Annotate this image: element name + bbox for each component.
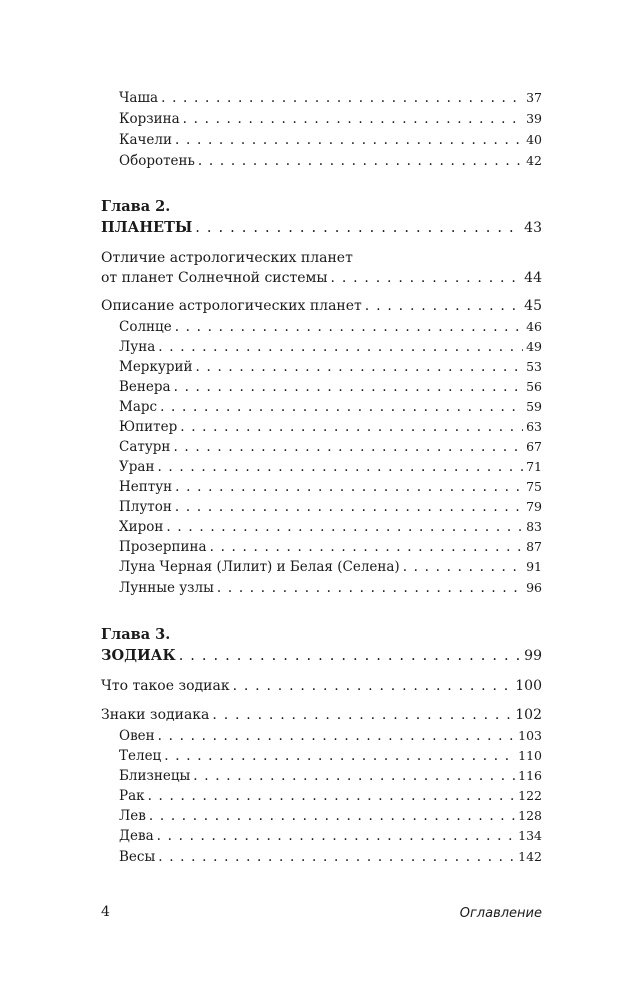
entry-title: Лунные узлы <box>119 580 214 596</box>
section-entry <box>101 678 542 694</box>
entry-page: 100 <box>515 678 542 694</box>
entry-page: 56 <box>526 379 542 394</box>
leader-dots <box>179 648 521 664</box>
toc-entry <box>101 728 542 744</box>
toc-entry <box>101 559 542 575</box>
leader-dots <box>195 220 521 236</box>
entry-page: 63 <box>526 419 542 434</box>
toc-entry <box>101 828 542 844</box>
leader-dots <box>173 439 523 455</box>
chapter-title-entry <box>101 647 542 664</box>
leader-dots <box>210 539 524 555</box>
toc-entry <box>101 849 542 865</box>
entry-title: Корзина <box>119 111 180 127</box>
entry-page: 91 <box>526 559 542 574</box>
entry-page: 53 <box>526 359 542 374</box>
entry-title: Лев <box>119 808 146 824</box>
leader-dots <box>160 399 523 415</box>
leader-dots <box>164 748 515 764</box>
leader-dots <box>175 319 523 335</box>
leader-dots <box>157 459 523 475</box>
leader-dots <box>157 828 516 844</box>
entry-title: Марс <box>119 399 158 415</box>
entry-title: Солнце <box>119 319 172 335</box>
entry-title: Овен <box>119 728 155 744</box>
section-entry <box>101 707 542 723</box>
page-number: 4 <box>101 904 110 920</box>
entry-title: Близнецы <box>119 768 191 784</box>
leader-dots <box>331 270 522 286</box>
toc-entry <box>101 399 542 415</box>
toc-entry <box>101 768 542 784</box>
entry-page: 128 <box>518 808 542 823</box>
entry-page: 67 <box>526 439 542 454</box>
chapter-label: Глава 3. <box>101 626 171 643</box>
entry-page: 42 <box>526 153 542 168</box>
entry-title: Весы <box>119 849 156 865</box>
entry-page: 103 <box>518 728 542 743</box>
leader-dots <box>148 788 516 804</box>
entry-title: Уран <box>119 459 155 475</box>
entry-page: 59 <box>526 399 542 414</box>
section-entry <box>101 298 542 314</box>
leader-dots <box>158 849 515 865</box>
entry-page: 37 <box>526 90 542 105</box>
entry-page: 83 <box>526 519 542 534</box>
entry-page: 45 <box>524 298 542 314</box>
leader-dots <box>195 359 523 375</box>
entry-title: Меркурий <box>119 359 193 375</box>
toc-entry <box>101 153 542 169</box>
entry-page: 116 <box>518 768 542 783</box>
toc-entry <box>101 339 542 355</box>
section-title-line1: Отличие астрологических планет <box>101 250 353 266</box>
entry-page: 39 <box>526 111 542 126</box>
entry-title: Чаша <box>119 90 159 106</box>
toc-entry <box>101 419 542 435</box>
entry-page: 44 <box>524 270 542 286</box>
entry-title: Телец <box>119 748 162 764</box>
entry-page: 87 <box>526 539 542 554</box>
leader-dots <box>198 153 523 169</box>
leader-dots <box>175 479 523 495</box>
chapter-title: ЗОДИАК <box>101 647 176 664</box>
entry-page: 142 <box>518 849 542 864</box>
entry-title: Венера <box>119 379 171 395</box>
toc-entry <box>101 499 542 515</box>
entry-page: 49 <box>526 339 542 354</box>
chapter-title-entry <box>101 219 542 236</box>
leader-dots <box>161 90 523 106</box>
leader-dots <box>180 419 523 435</box>
entry-title: Прозерпина <box>119 539 207 555</box>
entry-title: Сатурн <box>119 439 171 455</box>
toc-entry <box>101 319 542 335</box>
toc-entry <box>101 132 542 148</box>
section-title: от планет Солнечной системы <box>101 270 328 286</box>
entry-page: 79 <box>526 499 542 514</box>
toc-entry <box>101 808 542 824</box>
toc-entry <box>101 459 542 475</box>
entry-page: 71 <box>526 459 542 474</box>
toc-entry <box>101 748 542 764</box>
chapter-label: Глава 2. <box>101 198 171 215</box>
section-entry <box>101 270 542 286</box>
leader-dots <box>175 499 523 515</box>
toc-entry <box>101 439 542 455</box>
entry-page: 43 <box>524 220 542 236</box>
toc-entry <box>101 539 542 555</box>
toc-entry <box>101 580 542 596</box>
toc-entry <box>101 111 542 127</box>
leader-dots <box>166 519 523 535</box>
leader-dots <box>217 580 523 596</box>
toc-entry <box>101 379 542 395</box>
entry-title: Качели <box>119 132 172 148</box>
chapter-title: ПЛАНЕТЫ <box>101 219 193 236</box>
entry-page: 75 <box>526 479 542 494</box>
entry-page: 110 <box>518 748 542 763</box>
entry-title: Хирон <box>119 519 164 535</box>
entry-page: 99 <box>524 648 542 664</box>
leader-dots <box>403 559 523 575</box>
leader-dots <box>233 678 513 694</box>
running-title: Оглавление <box>459 906 542 921</box>
toc-entry <box>101 90 542 106</box>
entry-page: 40 <box>526 132 542 147</box>
toc-entry <box>101 479 542 495</box>
entry-page: 96 <box>526 580 542 595</box>
leader-dots <box>212 707 512 723</box>
section-title: Знаки зодиака <box>101 707 210 723</box>
entry-title: Юпитер <box>119 419 178 435</box>
leader-dots <box>365 298 521 314</box>
entry-page: 134 <box>518 828 542 843</box>
entry-title: Нептун <box>119 479 173 495</box>
toc-entry <box>101 788 542 804</box>
leader-dots <box>183 111 523 127</box>
entry-title: Рак <box>119 788 145 804</box>
entry-title: Оборотень <box>119 153 195 169</box>
toc-entry <box>101 359 542 375</box>
entry-page: 122 <box>518 788 542 803</box>
entry-title: Плутон <box>119 499 172 515</box>
leader-dots <box>158 728 515 744</box>
leader-dots <box>174 379 524 395</box>
entry-title: Луна Черная (Лилит) и Белая (Селена) <box>119 559 400 575</box>
leader-dots <box>149 808 515 824</box>
entry-page: 102 <box>515 707 542 723</box>
entry-page: 46 <box>526 319 542 334</box>
section-title: Что такое зодиак <box>101 678 230 694</box>
entry-title: Луна <box>119 339 156 355</box>
entry-title: Дева <box>119 828 154 844</box>
leader-dots <box>175 132 523 148</box>
toc-entry <box>101 519 542 535</box>
leader-dots <box>193 768 515 784</box>
leader-dots <box>158 339 523 355</box>
section-title: Описание астрологических планет <box>101 298 362 314</box>
